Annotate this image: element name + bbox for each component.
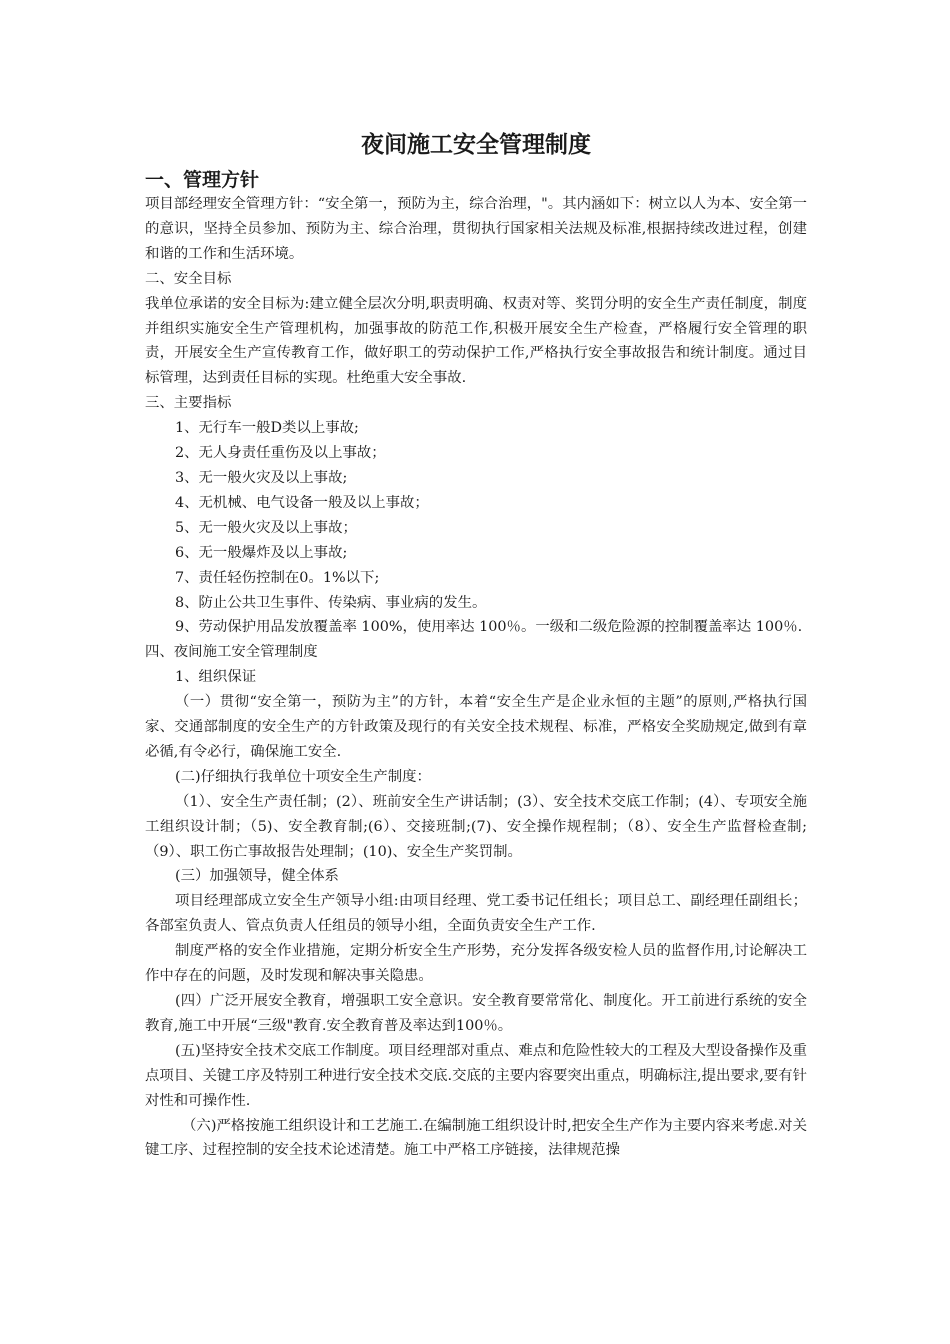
paragraph: 项目经理部成立安全生产领导小组:由项目经理、党工委书记任组长；项目总工、副经理任副组长；各部室负责人、管点负责人任组员的领导小组，全面负责安全生产工作. — [145, 893, 807, 935]
paragraph: 三、主要指标 — [145, 395, 232, 412]
paragraph: 9、劳动保护用品发放覆盖率 100%，使用率达 100％。一级和二级危险源的控制覆盖率达 100％. — [175, 619, 803, 636]
section-heading: 一、管理方针 — [145, 169, 260, 191]
paragraph: 制度严格的安全作业措施，定期分析安全生产形势，充分发挥各级安检人员的监督作用,讨论解决工作中存在的问题，及时发现和解决事关隐患。 — [145, 943, 807, 985]
paragraph: 3、无一般火灾及以上事故; — [175, 469, 348, 486]
paragraph: （六)严格按施工组织设计和工艺施工.在编制施工组织设计时,把安全生产作为主要内容来考虑.对关键工序、过程控制的安全技术论述清楚。施工中严格工序链接，法律规范操 — [145, 1117, 807, 1159]
paragraph: 1、组织保证 — [175, 669, 257, 686]
paragraph: 5、无一般火灾及以上事故； — [175, 519, 357, 536]
paragraph: （一）贯彻“安全第一，预防为主”的方针，本着“安全生产是企业永恒的主题”的原则,严格执行国家、交通部制度的安全生产的方针政策及现行的有关安全技术规程、标准，严格安全奖励规定,做到有章必循,有令必行，确保施工安全. — [145, 694, 807, 760]
paragraph: 8、防止公共卫生事件、传染病、事业病的发生。 — [175, 594, 487, 611]
paragraph: 6、无一般爆炸及以上事故; — [175, 544, 348, 561]
paragraph: (四）广泛开展安全教育，增强职工安全意识。安全教育要常常化、制度化。开工前进行系统的安全教育,施工中开展“三级"教育.安全教育普及率达到100％。 — [145, 993, 807, 1034]
paragraph: 4、无机械、电气设备一般及以上事故； — [175, 494, 429, 511]
paragraph: 我单位承诺的安全目标为:建立健全层次分明,职责明确、权责对等、奖罚分明的安全生产责任制度，制度并组织实施安全生产管理机构，加强事故的防范工作,积极开展安全生产检查，严格履行安全管理的职责，开展安全生产宣传教育工作，做好职工的劳动保护工作,严格执行安全事故报告和统计制度。通过目标管理，达到责任目标的实现。杜绝重大安全事故. — [145, 295, 807, 387]
paragraph: 2、无人身责任重伤及以上事故； — [175, 445, 386, 462]
paragraph: 二、安全目标 — [145, 270, 232, 287]
document-body — [145, 192, 807, 1163]
paragraph: （1）、安全生产责任制；(2）、班前安全生产讲话制；(3）、安全技术交底工作制；(4）、专项安全施工组织设计制；（5)、安全教育制;(6）、交接班制;(7)、安全操作规程制；（8）、安全生产监督检查制;（9）、职工伤亡事故报告处理制；(10)、安全生产奖罚制。 — [145, 793, 807, 860]
paragraph: (二)仔细执行我单位十项安全生产制度： — [175, 768, 431, 785]
paragraph: 1、无行车一般D类以上事故; — [175, 420, 359, 437]
paragraph: 7、责任轻伤控制在0。1%以下; — [175, 569, 380, 586]
document-page — [145, 128, 807, 1163]
paragraph: 四、夜间施工安全管理制度 — [145, 644, 318, 661]
document-title: 夜间施工安全管理制度 — [361, 132, 591, 158]
paragraph: 项目部经理安全管理方针：“安全第一，预防为主，综合治理，"。其内涵如下：树立以人为本、安全第一的意识，坚持全员参加、预防为主、综合治理，贯彻执行国家相关法规及标准,根据持续改进过程，创建和谐的工作和生活环境。 — [145, 196, 807, 262]
paragraph: (三）加强领导，健全体系 — [175, 868, 339, 885]
paragraph: (五)坚持安全技术交底工作制度。项目经理部对重点、难点和危险性较大的工程及大型设备操作及重点项目、关键工序及特别工种进行安全技术交底.交底的主要内容要突出重点，明确标注,提出要求,要有针对性和可操作性. — [145, 1042, 807, 1109]
